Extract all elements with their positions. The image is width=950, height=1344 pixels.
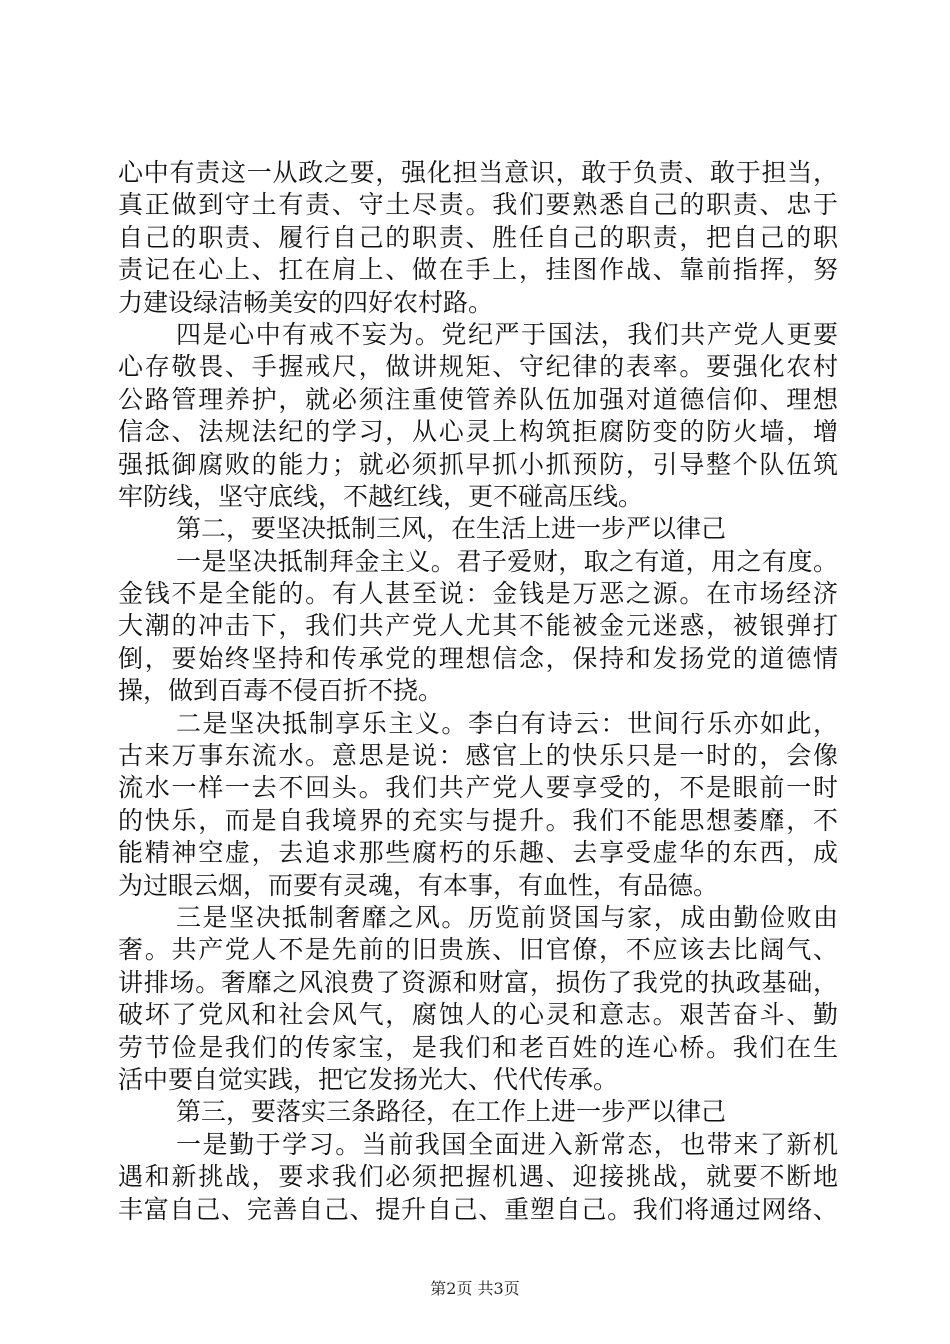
text-line: 流水一样一去不回头。我们共产党人要享受的，不是眼前一时 [118,773,838,803]
text-line: 丰富自己、完善自己、提升自己、重塑自己。我们将通过网络、 [118,1194,838,1224]
text-line: 公路管理养护，就必须注重使管养队伍加强对道德信仰、理想 [118,384,838,414]
text-line: 真正做到守土有责、守土尽责。我们要熟悉自己的职责、忠于 [118,190,838,220]
text-line: 心中有责这一从政之要，强化担当意识，敢于负责、敢于担当， [118,158,838,187]
text-line: 自己的职责、履行自己的职责、胜任自己的职责，把自己的职 [118,222,838,252]
text-line: 第三，要落实三条路径，在工作上进一步严以律己 [176,1097,727,1127]
page-number-footer: 第2页 共3页 [430,1279,520,1298]
text-line: 心存敬畏、手握戒尺，做讲规矩、守纪律的表率。要强化农村 [118,352,838,382]
text-line: 强抵御腐败的能力；就必须抓早抓小抓预防，引导整个队伍筑 [118,449,838,479]
text-line: 倒，要始终坚持和传承党的理想信念，保持和发扬党的道德情 [118,643,838,673]
text-line: 四是心中有戒不妄为。党纪严于国法，我们共产党人更要 [176,319,838,349]
text-line: 一是坚决抵制拜金主义。君子爱财，取之有道，用之有度。 [176,546,838,576]
text-line: 信念、法规法纪的学习，从心灵上构筑拒腐防变的防火墙，增 [118,417,838,447]
text-line: 古来万事东流水。意思是说：感官上的快乐只是一时的，会像 [118,741,838,771]
text-line: 遇和新挑战，要求我们必须把握机遇、迎接挑战，就要不断地 [118,1162,838,1192]
text-line: 三是坚决抵制奢靡之风。历览前贤国与家，成由勤俭败由 [176,902,838,932]
text-line: 一是勤于学习。当前我国全面进入新常态，也带来了新机 [176,1129,838,1159]
text-line: 劳节俭是我们的传家宝，是我们和老百姓的连心桥。我们在生 [118,1032,838,1062]
text-line: 二是坚决抵制享乐主义。李白有诗云：世间行乐亦如此， [176,708,838,738]
text-line: 破坏了党风和社会风气，腐蚀人的心灵和意志。艰苦奋斗、勤 [118,1000,838,1030]
text-line: 金钱不是全能的。有人甚至说：金钱是万恶之源。在市场经济 [118,579,838,609]
text-line: 力建设绿洁畅美安的四好农村路。 [118,287,494,317]
text-line: 奢。共产党人不是先前的旧贵族、旧官僚，不应该去比阔气、 [118,935,838,965]
text-line: 大潮的冲击下，我们共产党人尤其不能被金元迷惑，被银弹打 [118,611,838,641]
text-line: 的快乐，而是自我境界的充实与提升。我们不能思想萎靡，不 [118,805,838,835]
text-line: 牢防线，坚守底线，不越红线，更不碰高压线。 [118,481,644,511]
text-line: 操，做到百毒不侵百折不挠。 [118,676,444,706]
text-line: 为过眼云烟，而要有灵魂，有本事，有血性，有品德。 [118,870,719,900]
text-line: 第二，要坚决抵制三风，在生活上进一步严以律己 [176,514,727,544]
text-line: 讲排场。奢靡之风浪费了资源和财富，损伤了我党的执政基础， [118,967,838,997]
text-line: 责记在心上、扛在肩上、做在手上，挂图作战、靠前指挥，努 [118,255,838,285]
text-line: 能精神空虚，去追求那些腐朽的乐趣、去享受虚华的东西，成 [118,838,838,868]
document-body [118,157,838,1226]
text-line: 活中要自觉实践，把它发扬光大、代代传承。 [118,1064,619,1094]
